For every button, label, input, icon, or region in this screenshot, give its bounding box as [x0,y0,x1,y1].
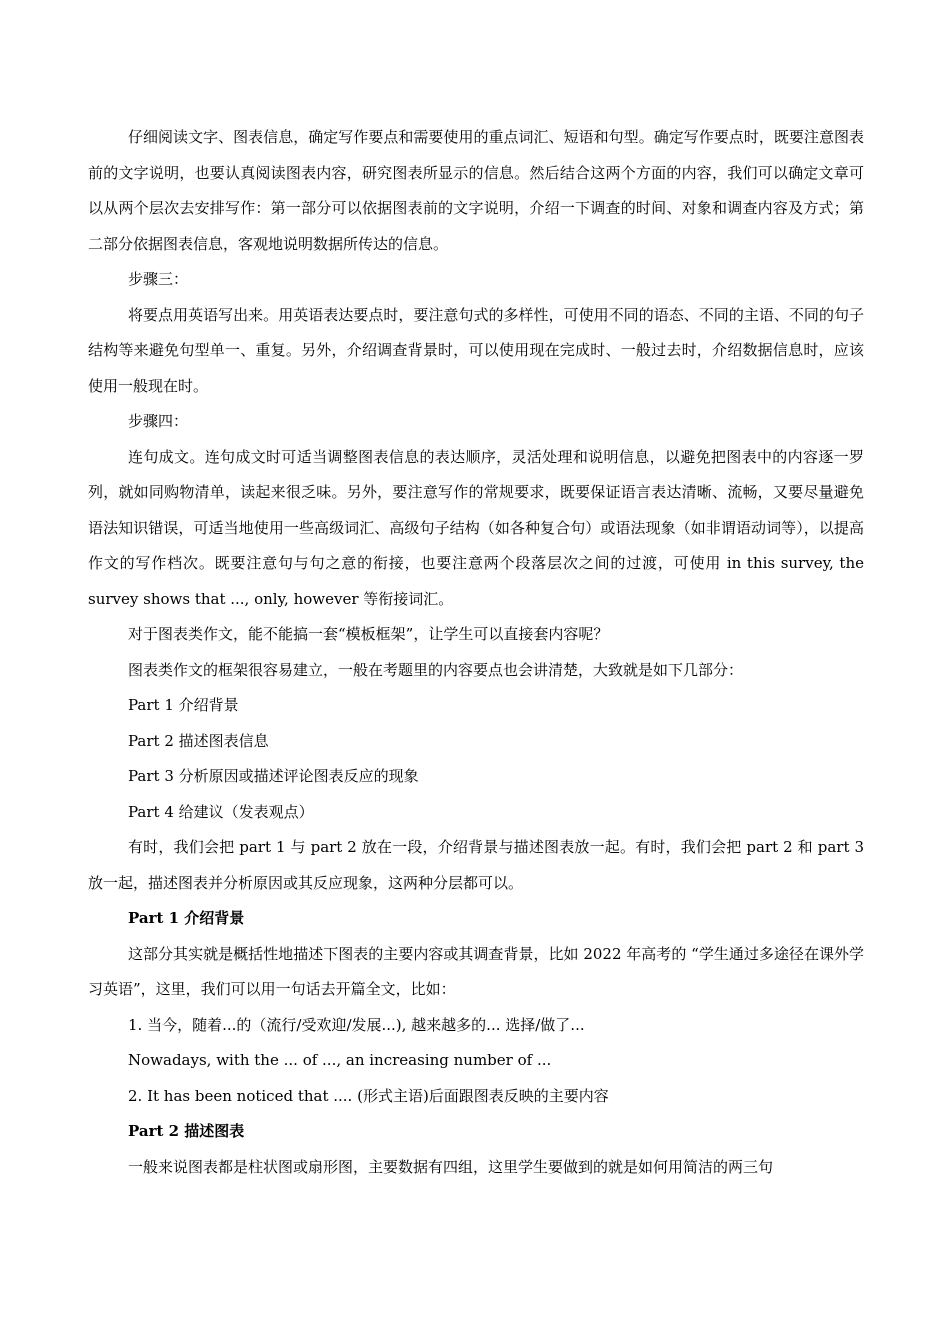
list-item-part3: Part 3 分析原因或描述评论图表反应的现象 [128,767,419,785]
list-item-part1: Part 1 介绍背景 [128,696,239,714]
example-sentence-1-english: Nowadays, with the ... of ..., an increasing number of ... [128,1051,552,1069]
paragraph-part1-detail: 这部分其实就是概括性地描述下图表的主要内容或其调查背景，比如 2022 年高考的 “学生通过多途径在课外学习英语”，这里，我们可以用一句话去开篇全文，比如： [88,944,864,998]
example-sentence-1-chinese: 1. 当今，随着...的（流行/受欢迎/发展...), 越来越多的... 选择/做了... [128,1015,585,1034]
document-page [88,120,864,1185]
list-item-part4: Part 4 给建议（发表观点） [128,802,314,821]
paragraph-template-question: 对于图表类作文，能不能搞一套“模板框架”，让学生可以直接套内容呢？ [128,625,609,643]
paragraph-step2-detail: 仔细阅读文字、图表信息，确定写作要点和需要使用的重点词汇、短语和句型。确定写作要点时，既要注意图表前的文字说明，也要认真阅读图表内容，研究图表所显示的信息。然后结合这两个方面的内容，我们可以确定文章可以从两个层次去安排写作：第一部分可以依据图表前的文字说明，介绍一下调查的时间、对象和调查内容及方式；第二部分依据图表信息，客观地说明数据所传达的信息。 [88,128,864,253]
step-four-heading: 步骤四： [128,412,189,430]
step-three-heading: 步骤三： [128,270,189,288]
section-heading-part1: Part 1 介绍背景 [128,909,245,927]
example-sentence-2: 2. It has been noticed that .... (形式主语)后面跟图表反映的主要内容 [128,1086,609,1105]
list-item-part2: Part 2 描述图表信息 [128,731,269,750]
paragraph-step3-detail: 将要点用英语写出来。用英语表达要点时，要注意句式的多样性，可使用不同的语态、不同的主语、不同的句子结构等来避免句型单一、重复。另外，介绍调查背景时，可以使用现在完成时、一般过去时，介绍数据信息时，应该使用一般现在时。 [88,305,864,395]
paragraph-part2-detail: 一般来说图表都是柱状图或扇形图，主要数据有四组，这里学生要做到的就是如何用简洁的两三句 [128,1157,774,1176]
section-heading-part2: Part 2 描述图表 [128,1122,245,1140]
paragraph-combining-parts: 有时，我们会把 part 1 与 part 2 放在一段，介绍背景与描述图表放一起。有时，我们会把 part 2 和 part 3 放一起，描述图表并分析原因或其反应现象，这两种分层都可以。 [88,838,864,892]
paragraph-framework-intro: 图表类作文的框架很容易建立，一般在考题里的内容要点也会讲清楚，大致就是如下几部分： [128,660,744,679]
paragraph-step4-detail: 连句成文。连句成文时可适当调整图表信息的表达顺序，灵活处理和说明信息，以避免把图表中的内容逐一罗列，就如同购物清单，读起来很乏味。另外，要注意写作的常规要求，既要保证语言表达清晰、流畅，又要尽量避免语法知识错误，可适当地使用一些高级词汇、高级句子结构（如各种复合句）或语法现象（如非谓语动词等），以提高作文的写作档次。既要注意句与句之意的衔接，也要注意两个段落层次之间的过渡，可使用 in this survey, the survey shows that ..., only, however 等衔接词汇。 [88,447,864,608]
